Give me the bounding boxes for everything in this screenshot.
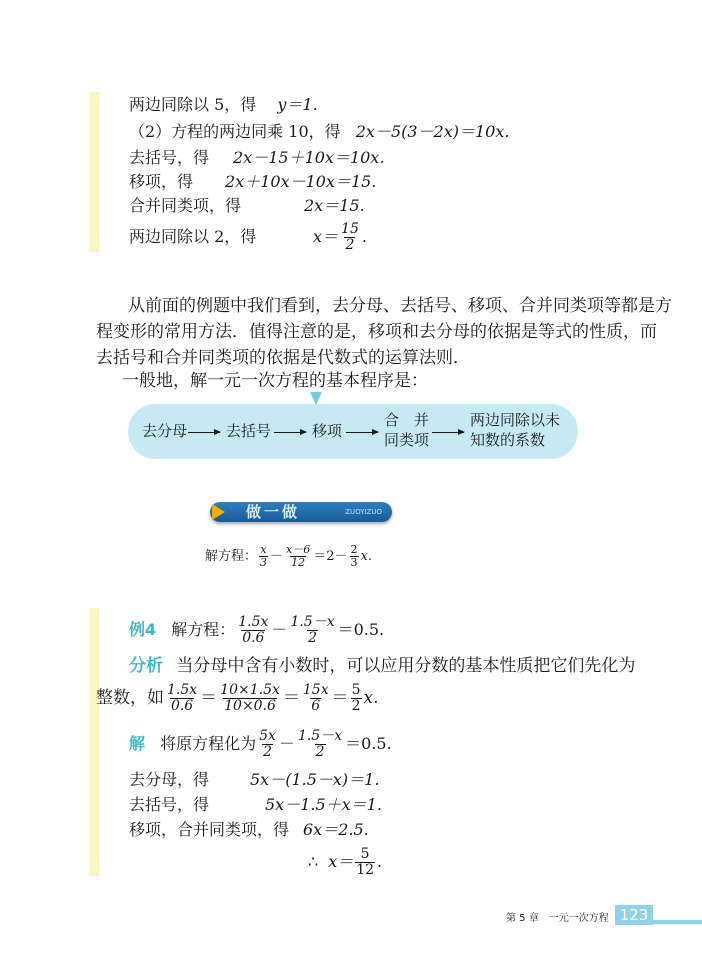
fraction (258, 729, 277, 760)
numerator: 5x (259, 728, 276, 744)
denominator: 2 (315, 744, 325, 760)
denominator: 6 (311, 698, 321, 714)
step-text: 去括号，得 (129, 795, 210, 814)
therefore-symbol: ∴ (308, 852, 319, 871)
highlight-bar-top (90, 92, 99, 252)
step-text: 移项，合并同类项，得 (129, 820, 290, 839)
denominator: 2 (308, 630, 317, 646)
operator: ＝2－ (313, 549, 348, 564)
analysis-text: 整数，如 (96, 688, 164, 708)
fraction (166, 683, 198, 714)
equation: 2x－5(3－2x)＝10x. (355, 122, 510, 141)
fraction (289, 615, 335, 646)
page-number: 123 (615, 905, 653, 925)
solution-line (129, 227, 256, 247)
therefore-line (308, 842, 382, 882)
equation: y＝1. (277, 95, 318, 114)
analysis-line (129, 656, 635, 676)
step-text: 两边同除以 2，得 (129, 227, 257, 246)
step-text: （2）方程的两边同乘 10，得 (129, 122, 341, 141)
step-text: 去分母，得 (129, 770, 210, 789)
flow-step-remove-brackets: 去括号 (226, 422, 272, 440)
exercise-prompt: 解方程： (205, 549, 258, 564)
denominator: 3 (350, 556, 358, 569)
flow-arrow (274, 432, 306, 433)
procedure-flow (128, 404, 578, 459)
paragraph-line: 去括号和合并同类项的依据是代数式的运算法则． (96, 348, 470, 368)
fraction (350, 544, 359, 569)
numerator: 2 (350, 543, 358, 556)
numerator: 1.5x (238, 614, 269, 630)
numerator: x－6 (286, 543, 311, 556)
flow-step-divide-bottom: 知数的系数 (470, 431, 546, 449)
paragraph-line: 一般地，解一元一次方程的基本程序是： (122, 371, 428, 391)
example-text: 解方程： (171, 620, 236, 639)
equation-end: . (377, 852, 383, 871)
denominator: 2 (351, 698, 361, 714)
fraction (237, 615, 269, 646)
chapter-title: 第 5 章 一元一次方程 (506, 913, 609, 924)
step-text: 两边同除以 5，得 (129, 95, 257, 114)
equation-lhs: x＝ (313, 227, 339, 246)
flow-step-transpose: 移项 (312, 422, 343, 440)
equation-lhs: x＝ (328, 852, 354, 871)
flow-step-combine-top: 合 并 (384, 411, 430, 429)
analysis-label: 分析 (129, 656, 163, 676)
highlight-bar-example (90, 608, 99, 876)
operator: ＝ (282, 688, 300, 708)
equation: 5x－1.5＋x＝1. (265, 795, 382, 814)
banner-title: 做一做 (246, 503, 301, 521)
numerator: 15x (302, 682, 329, 698)
numerator: 5 (351, 682, 361, 698)
example-label: 例4 (129, 620, 157, 639)
solution-line (129, 95, 318, 115)
equation-rhs: ＝0.5. (337, 620, 385, 639)
example-heading (129, 610, 384, 650)
fraction (302, 683, 330, 714)
solution-line (129, 196, 241, 216)
fraction (355, 847, 375, 878)
solution-line (129, 122, 509, 142)
exercise-equation (205, 540, 372, 574)
flow-arrow (432, 432, 464, 433)
analysis-text: 当分母中含有小数时，可以应用分数的基本性质把它们先化为 (176, 656, 636, 676)
banner-pinyin: ZUOYIZUO (345, 508, 382, 516)
equation: 5x－(1.5－x)＝1. (250, 770, 380, 789)
equation-rhs: ＝0.5. (345, 734, 392, 753)
flow-arrow (346, 432, 378, 433)
fraction (219, 683, 281, 714)
denominator: 3 (260, 556, 268, 569)
equation: 2x＋10x－10x＝15. (225, 172, 377, 191)
denominator: 12 (356, 862, 375, 878)
denominator: 2 (263, 744, 272, 760)
denominator: 12 (291, 556, 306, 569)
paragraph-line: 从前面的例题中我们看到，去分母、去括号、移项、合并同类项等都是方 (128, 296, 672, 316)
numerator: 10×1.5x (220, 682, 280, 698)
numerator: x (260, 543, 267, 556)
fraction (259, 544, 268, 569)
solution-text: 将原方程化为 (160, 734, 257, 753)
equation-end: x. (363, 688, 379, 708)
equation: 2x－15＋10x＝10x. (233, 148, 385, 167)
flow-step-divide-top: 两边同除以未 (470, 411, 561, 429)
operator: ＝ (331, 688, 349, 708)
solution-line (129, 172, 193, 192)
solution-heading (129, 724, 392, 764)
equation (313, 215, 367, 259)
flow-arrow (188, 432, 220, 433)
operator: － (278, 734, 295, 753)
equation: 2x＝15. (304, 196, 365, 215)
flow-step-remove-denominator: 去分母 (142, 422, 188, 440)
fraction (340, 222, 360, 253)
equation-end: x. (360, 549, 372, 564)
operator: － (271, 620, 288, 639)
denominator: 0.6 (170, 698, 194, 714)
solution-line (129, 148, 209, 168)
numerator: 15 (341, 221, 359, 237)
flow-step-combine-bottom: 同类项 (384, 431, 430, 449)
fraction (285, 544, 311, 569)
paragraph-line: 程变形的常用方法．值得注意的是，移项和去分母的依据是等式的性质，而 (96, 322, 657, 342)
denominator: 2 (345, 237, 355, 253)
denominator: 0.6 (242, 630, 265, 646)
operator: － (270, 549, 284, 564)
step-text: 合并同类项，得 (129, 196, 242, 215)
operator: ＝ (200, 688, 218, 708)
numerator: 1.5－x (290, 614, 335, 630)
numerator: 5 (360, 846, 370, 862)
analysis-line (96, 678, 379, 718)
numerator: 1.5－x (297, 728, 343, 744)
step-text: 去括号，得 (129, 148, 210, 167)
solution-label: 解 (129, 734, 146, 753)
step-text: 移项，得 (129, 172, 194, 191)
denominator: 10×0.6 (224, 698, 276, 714)
equation-end: . (361, 227, 367, 246)
numerator: 1.5x (167, 682, 198, 698)
equation: 6x＝2.5. (303, 820, 369, 839)
fraction (351, 683, 362, 714)
zuoyizuo-banner (210, 502, 392, 522)
fraction (297, 729, 343, 760)
banner-triangle-icon (212, 504, 225, 520)
